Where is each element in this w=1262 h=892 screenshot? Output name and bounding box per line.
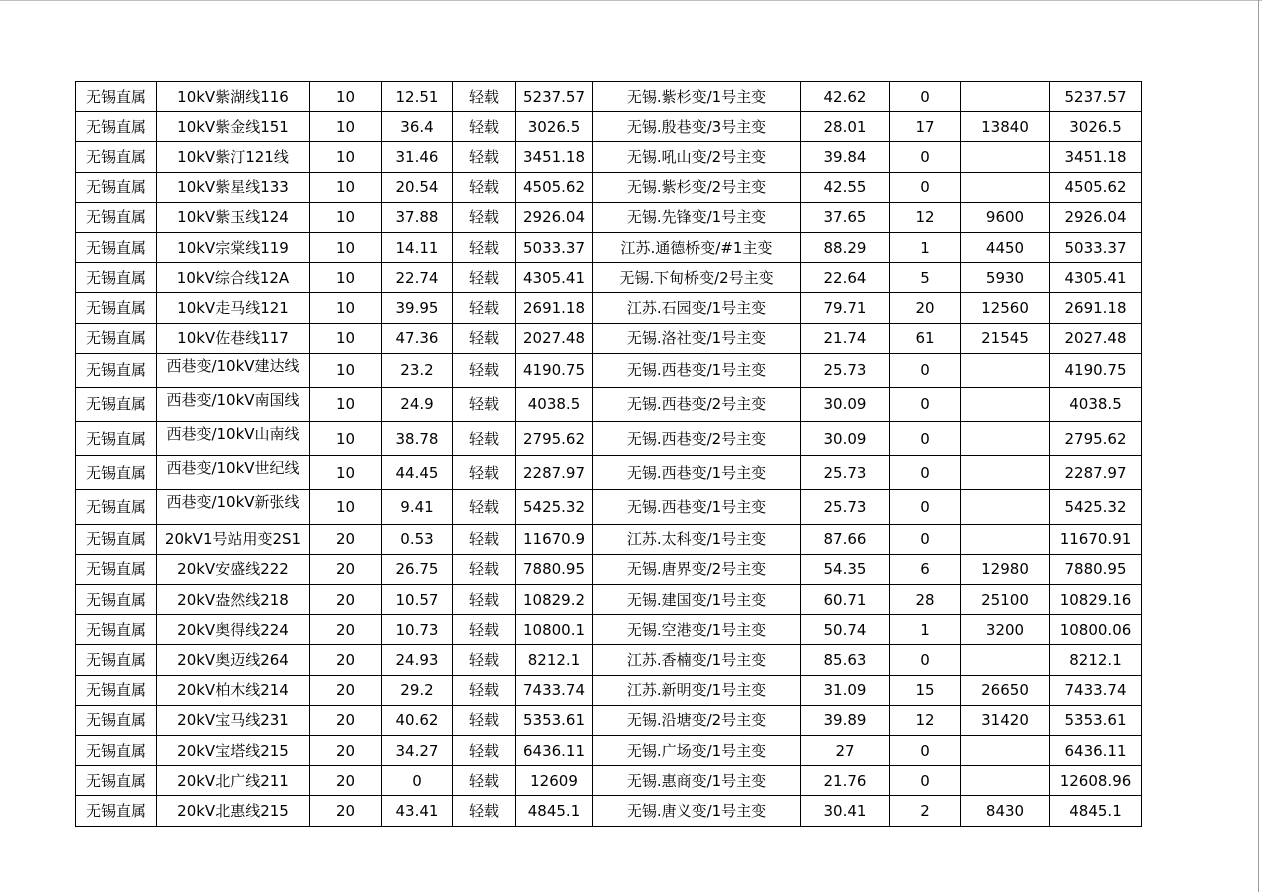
count-cell: 0 xyxy=(890,82,961,112)
amount-cell: 12560 xyxy=(961,293,1050,323)
voltage-cell: 10 xyxy=(310,353,382,387)
transformer-cell: 江苏.石园变/1号主变 xyxy=(593,293,801,323)
table-row xyxy=(76,766,1142,796)
load-rate-cell: 26.75 xyxy=(382,554,453,584)
transformer-cell: 无锡.唐界变/2号主变 xyxy=(593,554,801,584)
table-row xyxy=(76,353,1142,387)
amount-cell: 4450 xyxy=(961,232,1050,262)
load-rate-cell: 40.62 xyxy=(382,705,453,735)
voltage-cell: 10 xyxy=(310,82,382,112)
transformer-load-cell: 27 xyxy=(801,735,890,765)
unit-cell: 无锡直属 xyxy=(76,323,157,353)
table-row xyxy=(76,293,1142,323)
status-cell: 轻载 xyxy=(453,554,516,584)
count-cell: 12 xyxy=(890,705,961,735)
line-name-cell: 20kV盎然线218 xyxy=(157,585,310,615)
status-cell: 轻载 xyxy=(453,705,516,735)
line-name-cell: 10kV佐巷线117 xyxy=(157,323,310,353)
line-name-cell: 20kV宝马线231 xyxy=(157,705,310,735)
line-name-cell: 10kV紫玉线124 xyxy=(157,202,310,232)
table-row xyxy=(76,585,1142,615)
amount-cell: 9600 xyxy=(961,202,1050,232)
transformer-cell: 无锡.先锋变/1号主变 xyxy=(593,202,801,232)
transformer-load-cell: 30.41 xyxy=(801,796,890,826)
capacity-cell: 2691.18 xyxy=(516,293,593,323)
transformer-cell: 无锡.沿塘变/2号主变 xyxy=(593,705,801,735)
capacity-cell: 12609 xyxy=(516,766,593,796)
load-rate-cell: 29.2 xyxy=(382,675,453,705)
status-cell: 轻载 xyxy=(453,387,516,421)
capacity-cell: 11670.9 xyxy=(516,524,593,554)
amount-cell: 25100 xyxy=(961,585,1050,615)
line-name-cell: 10kV宗棠线119 xyxy=(157,232,310,262)
transformer-cell: 无锡.西巷变/1号主变 xyxy=(593,353,801,387)
voltage-cell: 20 xyxy=(310,554,382,584)
unit-cell: 无锡直属 xyxy=(76,705,157,735)
unit-cell: 无锡直属 xyxy=(76,142,157,172)
transformer-cell: 江苏.通德桥变/#1主变 xyxy=(593,232,801,262)
transformer-cell: 无锡.唐义变/1号主变 xyxy=(593,796,801,826)
transformer-cell: 无锡.下甸桥变/2号主变 xyxy=(593,263,801,293)
transformer-load-cell: 37.65 xyxy=(801,202,890,232)
available-cell: 10800.06 xyxy=(1050,615,1142,645)
table-row xyxy=(76,796,1142,826)
unit-cell: 无锡直属 xyxy=(76,615,157,645)
available-cell: 10829.16 xyxy=(1050,585,1142,615)
transformer-load-cell: 42.55 xyxy=(801,172,890,202)
table-row xyxy=(76,456,1142,490)
count-cell: 1 xyxy=(890,615,961,645)
status-cell: 轻载 xyxy=(453,585,516,615)
amount-cell: 31420 xyxy=(961,705,1050,735)
count-cell: 0 xyxy=(890,387,961,421)
capacity-cell: 6436.11 xyxy=(516,735,593,765)
amount-cell xyxy=(961,142,1050,172)
status-cell: 轻载 xyxy=(453,645,516,675)
status-cell: 轻载 xyxy=(453,615,516,645)
transformer-cell: 无锡.西巷变/2号主变 xyxy=(593,422,801,456)
available-cell: 5353.61 xyxy=(1050,705,1142,735)
load-rate-cell: 34.27 xyxy=(382,735,453,765)
transformer-load-cell: 21.76 xyxy=(801,766,890,796)
status-cell: 轻载 xyxy=(453,293,516,323)
capacity-cell: 7880.95 xyxy=(516,554,593,584)
load-rate-cell: 47.36 xyxy=(382,323,453,353)
line-name-cell: 10kV紫汀121线 xyxy=(157,142,310,172)
capacity-cell: 2926.04 xyxy=(516,202,593,232)
table-row xyxy=(76,554,1142,584)
status-cell: 轻载 xyxy=(453,112,516,142)
status-cell: 轻载 xyxy=(453,82,516,112)
voltage-cell: 10 xyxy=(310,263,382,293)
line-name-cell xyxy=(157,490,310,524)
transformer-load-cell: 87.66 xyxy=(801,524,890,554)
unit-cell: 无锡直属 xyxy=(76,263,157,293)
amount-cell xyxy=(961,82,1050,112)
unit-cell: 无锡直属 xyxy=(76,554,157,584)
available-cell: 2287.97 xyxy=(1050,456,1142,490)
voltage-cell: 20 xyxy=(310,675,382,705)
voltage-cell: 10 xyxy=(310,202,382,232)
available-cell: 11670.91 xyxy=(1050,524,1142,554)
count-cell: 20 xyxy=(890,293,961,323)
voltage-cell: 10 xyxy=(310,142,382,172)
count-cell: 6 xyxy=(890,554,961,584)
voltage-cell: 10 xyxy=(310,112,382,142)
transformer-load-cell: 54.35 xyxy=(801,554,890,584)
table-row xyxy=(76,387,1142,421)
status-cell: 轻载 xyxy=(453,172,516,202)
transformer-cell: 无锡.紫杉变/2号主变 xyxy=(593,172,801,202)
amount-cell: 21545 xyxy=(961,323,1050,353)
table-body xyxy=(76,82,1142,827)
count-cell: 0 xyxy=(890,172,961,202)
transformer-load-cell: 39.89 xyxy=(801,705,890,735)
line-name-cell: 20kV安盛线222 xyxy=(157,554,310,584)
status-cell: 轻载 xyxy=(453,675,516,705)
status-cell: 轻载 xyxy=(453,735,516,765)
status-cell: 轻载 xyxy=(453,796,516,826)
voltage-cell: 10 xyxy=(310,293,382,323)
voltage-cell: 20 xyxy=(310,735,382,765)
unit-cell: 无锡直属 xyxy=(76,293,157,323)
transformer-load-cell: 60.71 xyxy=(801,585,890,615)
load-rate-cell: 14.11 xyxy=(382,232,453,262)
page-top-border xyxy=(0,0,1262,1)
load-rate-cell: 0 xyxy=(382,766,453,796)
available-cell: 5033.37 xyxy=(1050,232,1142,262)
load-rate-cell: 38.78 xyxy=(382,422,453,456)
unit-cell: 无锡直属 xyxy=(76,82,157,112)
line-name-cell: 10kV综合线12A xyxy=(157,263,310,293)
load-rate-cell: 22.74 xyxy=(382,263,453,293)
voltage-cell: 20 xyxy=(310,645,382,675)
available-cell: 2691.18 xyxy=(1050,293,1142,323)
status-cell: 轻载 xyxy=(453,422,516,456)
voltage-cell: 10 xyxy=(310,232,382,262)
voltage-cell: 10 xyxy=(310,490,382,524)
capacity-cell: 5425.32 xyxy=(516,490,593,524)
status-cell: 轻载 xyxy=(453,353,516,387)
load-rate-cell: 10.73 xyxy=(382,615,453,645)
count-cell: 12 xyxy=(890,202,961,232)
available-cell: 4038.5 xyxy=(1050,387,1142,421)
line-name-cell: 20kV北广线211 xyxy=(157,766,310,796)
available-cell: 4190.75 xyxy=(1050,353,1142,387)
voltage-cell: 20 xyxy=(310,796,382,826)
load-rate-cell: 37.88 xyxy=(382,202,453,232)
table-row xyxy=(76,675,1142,705)
amount-cell: 8430 xyxy=(961,796,1050,826)
load-rate-cell: 39.95 xyxy=(382,293,453,323)
capacity-cell: 3451.18 xyxy=(516,142,593,172)
amount-cell xyxy=(961,524,1050,554)
amount-cell xyxy=(961,172,1050,202)
transformer-load-cell: 31.09 xyxy=(801,675,890,705)
line-name-cell: 10kV紫星线133 xyxy=(157,172,310,202)
table-row xyxy=(76,615,1142,645)
status-cell: 轻载 xyxy=(453,766,516,796)
capacity-cell: 7433.74 xyxy=(516,675,593,705)
load-rate-cell: 23.2 xyxy=(382,353,453,387)
status-cell: 轻载 xyxy=(453,490,516,524)
unit-cell: 无锡直属 xyxy=(76,796,157,826)
voltage-cell: 20 xyxy=(310,766,382,796)
line-name-cell: 20kV奥迈线264 xyxy=(157,645,310,675)
transformer-cell: 无锡.殷巷变/3号主变 xyxy=(593,112,801,142)
count-cell: 0 xyxy=(890,524,961,554)
transformer-cell: 无锡.空港变/1号主变 xyxy=(593,615,801,645)
capacity-cell: 4190.75 xyxy=(516,353,593,387)
transformer-cell: 江苏.新明变/1号主变 xyxy=(593,675,801,705)
available-cell: 7880.95 xyxy=(1050,554,1142,584)
amount-cell xyxy=(961,456,1050,490)
table-row xyxy=(76,112,1142,142)
load-rate-cell: 36.4 xyxy=(382,112,453,142)
capacity-cell: 5033.37 xyxy=(516,232,593,262)
unit-cell: 无锡直属 xyxy=(76,353,157,387)
unit-cell: 无锡直属 xyxy=(76,172,157,202)
transformer-load-cell: 30.09 xyxy=(801,387,890,421)
status-cell: 轻载 xyxy=(453,263,516,293)
available-cell: 2926.04 xyxy=(1050,202,1142,232)
unit-cell: 无锡直属 xyxy=(76,585,157,615)
transformer-cell: 江苏.香楠变/1号主变 xyxy=(593,645,801,675)
amount-cell xyxy=(961,387,1050,421)
available-cell: 4505.62 xyxy=(1050,172,1142,202)
count-cell: 0 xyxy=(890,735,961,765)
transformer-cell: 江苏.太科变/1号主变 xyxy=(593,524,801,554)
unit-cell: 无锡直属 xyxy=(76,735,157,765)
transformer-load-cell: 25.73 xyxy=(801,353,890,387)
load-rate-cell: 24.9 xyxy=(382,387,453,421)
load-rate-cell: 10.57 xyxy=(382,585,453,615)
status-cell: 轻载 xyxy=(453,202,516,232)
data-table xyxy=(75,81,1142,827)
capacity-cell: 5237.57 xyxy=(516,82,593,112)
line-name-cell: 20kV宝塔线215 xyxy=(157,735,310,765)
voltage-cell: 10 xyxy=(310,387,382,421)
unit-cell: 无锡直属 xyxy=(76,490,157,524)
capacity-cell: 4038.5 xyxy=(516,387,593,421)
transformer-cell: 无锡.惠商变/1号主变 xyxy=(593,766,801,796)
capacity-cell: 2027.48 xyxy=(516,323,593,353)
load-rate-cell: 9.41 xyxy=(382,490,453,524)
table-row xyxy=(76,735,1142,765)
amount-cell xyxy=(961,766,1050,796)
table-row xyxy=(76,705,1142,735)
amount-cell xyxy=(961,353,1050,387)
available-cell: 6436.11 xyxy=(1050,735,1142,765)
voltage-cell: 10 xyxy=(310,422,382,456)
status-cell: 轻载 xyxy=(453,232,516,262)
transformer-load-cell: 21.74 xyxy=(801,323,890,353)
load-rate-cell: 20.54 xyxy=(382,172,453,202)
page-right-border xyxy=(1258,0,1259,892)
voltage-cell: 10 xyxy=(310,323,382,353)
voltage-cell: 20 xyxy=(310,705,382,735)
load-rate-cell: 24.93 xyxy=(382,645,453,675)
available-cell: 4845.1 xyxy=(1050,796,1142,826)
status-cell: 轻载 xyxy=(453,524,516,554)
available-cell: 5425.32 xyxy=(1050,490,1142,524)
count-cell: 0 xyxy=(890,645,961,675)
count-cell: 0 xyxy=(890,142,961,172)
capacity-cell: 10800.1 xyxy=(516,615,593,645)
transformer-cell: 无锡.西巷变/1号主变 xyxy=(593,490,801,524)
line-name-text: 西巷变/10kV新张线 xyxy=(166,494,300,512)
line-name-cell: 10kV紫湖线116 xyxy=(157,82,310,112)
table-row xyxy=(76,142,1142,172)
line-name-text: 西巷变/10kV山南线 xyxy=(166,426,300,444)
transformer-load-cell: 25.73 xyxy=(801,456,890,490)
amount-cell xyxy=(961,735,1050,765)
table-row xyxy=(76,490,1142,524)
voltage-cell: 10 xyxy=(310,172,382,202)
transformer-cell: 无锡.广场变/1号主变 xyxy=(593,735,801,765)
amount-cell: 5930 xyxy=(961,263,1050,293)
line-name-cell: 10kV走马线121 xyxy=(157,293,310,323)
transformer-cell: 无锡.吼山变/2号主变 xyxy=(593,142,801,172)
table-row xyxy=(76,172,1142,202)
capacity-cell: 4505.62 xyxy=(516,172,593,202)
line-name-cell: 20kV北惠线215 xyxy=(157,796,310,826)
capacity-cell: 10829.2 xyxy=(516,585,593,615)
transformer-load-cell: 25.73 xyxy=(801,490,890,524)
voltage-cell: 20 xyxy=(310,585,382,615)
line-name-cell xyxy=(157,353,310,387)
available-cell: 3451.18 xyxy=(1050,142,1142,172)
table-row xyxy=(76,323,1142,353)
table-row xyxy=(76,524,1142,554)
transformer-load-cell: 22.64 xyxy=(801,263,890,293)
table-row xyxy=(76,202,1142,232)
available-cell: 7433.74 xyxy=(1050,675,1142,705)
status-cell: 轻载 xyxy=(453,456,516,490)
line-name-cell xyxy=(157,422,310,456)
count-cell: 0 xyxy=(890,353,961,387)
unit-cell: 无锡直属 xyxy=(76,645,157,675)
available-cell: 3026.5 xyxy=(1050,112,1142,142)
available-cell: 4305.41 xyxy=(1050,263,1142,293)
unit-cell: 无锡直属 xyxy=(76,675,157,705)
load-rate-cell: 0.53 xyxy=(382,524,453,554)
capacity-cell: 5353.61 xyxy=(516,705,593,735)
table-row xyxy=(76,82,1142,112)
count-cell: 0 xyxy=(890,490,961,524)
count-cell: 1 xyxy=(890,232,961,262)
available-cell: 8212.1 xyxy=(1050,645,1142,675)
status-cell: 轻载 xyxy=(453,142,516,172)
transformer-cell: 无锡.洛社变/1号主变 xyxy=(593,323,801,353)
transformer-cell: 无锡.西巷变/2号主变 xyxy=(593,387,801,421)
count-cell: 28 xyxy=(890,585,961,615)
transformer-cell: 无锡.建国变/1号主变 xyxy=(593,585,801,615)
line-name-cell xyxy=(157,456,310,490)
line-name-text: 西巷变/10kV建达线 xyxy=(166,357,300,375)
amount-cell: 13840 xyxy=(961,112,1050,142)
voltage-cell: 10 xyxy=(310,456,382,490)
count-cell: 2 xyxy=(890,796,961,826)
line-name-cell: 20kV柏木线214 xyxy=(157,675,310,705)
unit-cell: 无锡直属 xyxy=(76,112,157,142)
voltage-cell: 20 xyxy=(310,524,382,554)
line-name-cell xyxy=(157,387,310,421)
load-rate-cell: 12.51 xyxy=(382,82,453,112)
unit-cell: 无锡直属 xyxy=(76,387,157,421)
count-cell: 61 xyxy=(890,323,961,353)
transformer-load-cell: 42.62 xyxy=(801,82,890,112)
count-cell: 5 xyxy=(890,263,961,293)
transformer-load-cell: 50.74 xyxy=(801,615,890,645)
table-row xyxy=(76,232,1142,262)
capacity-cell: 2795.62 xyxy=(516,422,593,456)
unit-cell: 无锡直属 xyxy=(76,422,157,456)
unit-cell: 无锡直属 xyxy=(76,202,157,232)
amount-cell: 26650 xyxy=(961,675,1050,705)
transformer-load-cell: 85.63 xyxy=(801,645,890,675)
amount-cell: 3200 xyxy=(961,615,1050,645)
count-cell: 15 xyxy=(890,675,961,705)
transformer-load-cell: 28.01 xyxy=(801,112,890,142)
transformer-load-cell: 88.29 xyxy=(801,232,890,262)
count-cell: 0 xyxy=(890,456,961,490)
capacity-cell: 3026.5 xyxy=(516,112,593,142)
load-rate-cell: 44.45 xyxy=(382,456,453,490)
transformer-load-cell: 39.84 xyxy=(801,142,890,172)
available-cell: 5237.57 xyxy=(1050,82,1142,112)
line-name-cell: 10kV紫金线151 xyxy=(157,112,310,142)
available-cell: 2795.62 xyxy=(1050,422,1142,456)
unit-cell: 无锡直属 xyxy=(76,232,157,262)
table-row xyxy=(76,263,1142,293)
amount-cell: 12980 xyxy=(961,554,1050,584)
amount-cell xyxy=(961,422,1050,456)
count-cell: 0 xyxy=(890,422,961,456)
available-cell: 12608.96 xyxy=(1050,766,1142,796)
table-row xyxy=(76,422,1142,456)
transformer-cell: 无锡.紫杉变/1号主变 xyxy=(593,82,801,112)
amount-cell xyxy=(961,645,1050,675)
capacity-cell: 4305.41 xyxy=(516,263,593,293)
unit-cell: 无锡直属 xyxy=(76,456,157,490)
capacity-cell: 8212.1 xyxy=(516,645,593,675)
amount-cell xyxy=(961,490,1050,524)
line-name-cell: 20kV1号站用变2S1 xyxy=(157,524,310,554)
load-rate-cell: 43.41 xyxy=(382,796,453,826)
transformer-load-cell: 79.71 xyxy=(801,293,890,323)
count-cell: 0 xyxy=(890,766,961,796)
count-cell: 17 xyxy=(890,112,961,142)
line-name-text: 西巷变/10kV世纪线 xyxy=(166,460,300,478)
line-name-cell: 20kV奥得线224 xyxy=(157,615,310,645)
available-cell: 2027.48 xyxy=(1050,323,1142,353)
line-name-text: 西巷变/10kV南国线 xyxy=(166,391,300,409)
voltage-cell: 20 xyxy=(310,615,382,645)
load-rate-cell: 31.46 xyxy=(382,142,453,172)
unit-cell: 无锡直属 xyxy=(76,524,157,554)
transformer-cell: 无锡.西巷变/1号主变 xyxy=(593,456,801,490)
capacity-cell: 2287.97 xyxy=(516,456,593,490)
table-row xyxy=(76,645,1142,675)
status-cell: 轻载 xyxy=(453,323,516,353)
capacity-cell: 4845.1 xyxy=(516,796,593,826)
transformer-load-cell: 30.09 xyxy=(801,422,890,456)
unit-cell: 无锡直属 xyxy=(76,766,157,796)
